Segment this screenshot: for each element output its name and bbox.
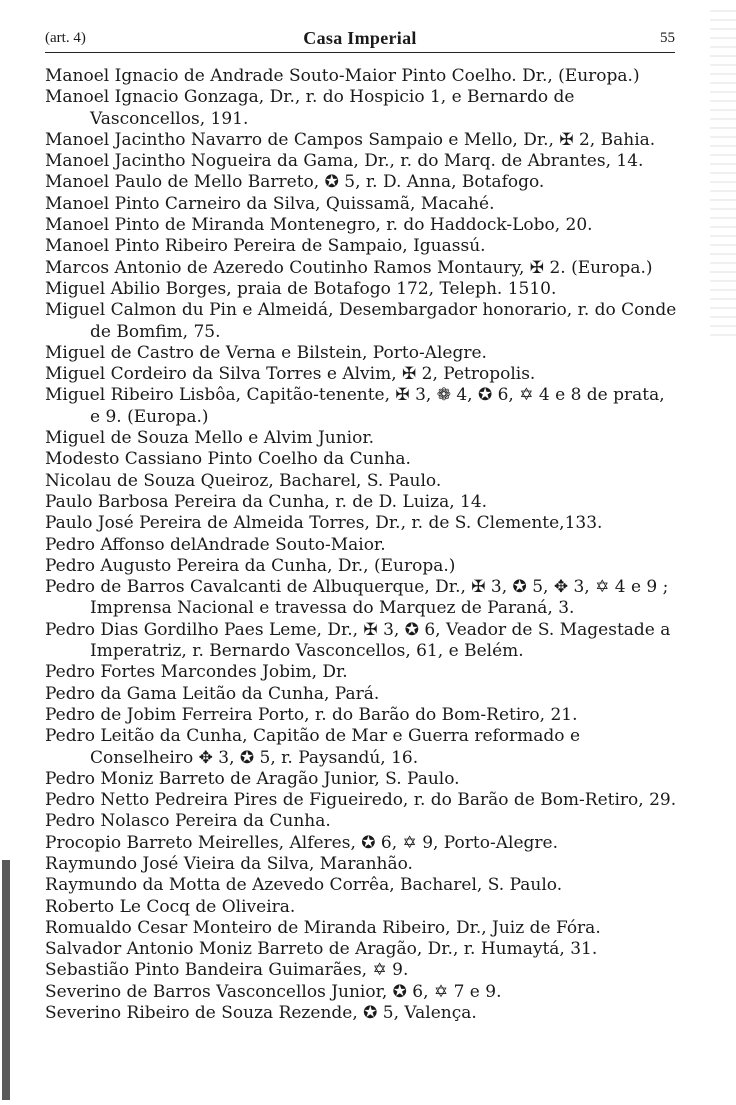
page-header: [45, 26, 675, 53]
directory-entry: Miguel Calmon du Pin e Almeidá, Desembargador honorario, r. do Conde de Bomfim, 75.: [45, 300, 677, 342]
directory-entry: Raymundo da Motta de Azevedo Corrêa, Bacharel, S. Paulo.: [45, 875, 563, 896]
directory-entry: Miguel Cordeiro da Silva Torres e Alvim, ✠ 2, Petropolis.: [45, 364, 536, 385]
directory-entry: Pedro de Jobim Ferreira Porto, r. do Barão do Bom-Retiro, 21.: [45, 704, 578, 725]
directory-entry: Pedro Nolasco Pereira da Cunha.: [45, 811, 331, 832]
directory-entry: Miguel de Castro de Verna e Bilstein, Porto-Alegre.: [45, 342, 487, 363]
article-reference: (art. 4): [45, 30, 86, 46]
directory-entry: Paulo José Pereira de Almeida Torres, Dr., r. de S. Clemente,133.: [45, 513, 603, 534]
directory-entry: Manoel Pinto de Miranda Montenegro, r. do Haddock-Lobo, 20.: [45, 215, 593, 236]
directory-entry: Salvador Antonio Moniz Barreto de Aragão, Dr., r. Humaytá, 31.: [45, 939, 598, 960]
directory-entry: Manoel Ignacio de Andrade Souto-Maior Pinto Coelho. Dr., (Europa.): [45, 66, 640, 86]
directory-entry: Pedro Fortes Marcondes Jobim, Dr.: [45, 662, 348, 683]
directory-entry: Marcos Antonio de Azeredo Coutinho Ramos Montaury, ✠ 2. (Europa.): [45, 257, 653, 278]
directory-entry: Severino de Barros Vasconcellos Junior, ✪ 6, ✡ 7 e 9.: [45, 981, 502, 1002]
directory-entry: Paulo Barbosa Pereira da Cunha, r. de D. Luiza, 14.: [45, 491, 488, 512]
directory-entry: Pedro Affonso delAndrade Souto-Maior.: [45, 534, 386, 555]
directory-entry: Manoel Pinto Carneiro da Silva, Quissamã, Macahé.: [45, 193, 495, 214]
directory-entry: Pedro Augusto Pereira da Cunha, Dr., (Europa.): [45, 555, 456, 576]
binding-edge-mark: [2, 860, 10, 1100]
directory-entry: Manoel Ignacio Gonzaga, Dr., r. do Hospicio 1, e Bernardo de Vasconcellos, 191.: [45, 87, 575, 129]
directory-entry: Miguel Abilio Borges, praia de Botafogo 172, Teleph. 1510.: [45, 278, 557, 299]
directory-entry: Severino Ribeiro de Souza Rezende, ✪ 5, Valença.: [45, 1003, 477, 1024]
directory-entry: Pedro de Barros Cavalcanti de Albuquerque, Dr., ✠ 3, ✪ 5, ✥ 3, ✡ 4 e 9 ; Imprensa Nacional e travessa do Marquez de Paraná, 3.: [45, 577, 669, 619]
directory-entry: Pedro Netto Pedreira Pires de Figueiredo, r. do Barão de Bom-Retiro, 29.: [45, 790, 677, 811]
page-number: 55: [660, 30, 675, 46]
directory-entry: Manoel Jacintho Navarro de Campos Sampaio e Mello, Dr., ✠ 2, Bahia.: [45, 129, 656, 150]
directory-entry: Procopio Barreto Meirelles, Alferes, ✪ 6, ✡ 9, Porto-Alegre.: [45, 832, 558, 853]
directory-entry: Sebastião Pinto Bandeira Guimarães, ✡ 9.: [45, 960, 409, 981]
directory-entry: Pedro Dias Gordilho Paes Leme, Dr., ✠ 3, ✪ 6, Veador de S. Magestade a Imperatriz, r. Bernardo Vasconcellos, 61, e Belém.: [45, 619, 671, 662]
directory-entry: Manoel Pinto Ribeiro Pereira de Sampaio, Iguassú.: [45, 236, 486, 257]
directory-entry: Romualdo Cesar Monteiro de Miranda Ribeiro, Dr., Juiz de Fóra.: [45, 917, 601, 938]
directory-entry: Roberto Le Cocq de Oliveira.: [45, 896, 296, 917]
directory-entry: Manoel Paulo de Mello Barreto, ✪ 5, r. D. Anna, Botafogo.: [45, 172, 545, 193]
directory-entry: Pedro da Gama Leitão da Cunha, Pará.: [45, 683, 380, 704]
directory-entry: Pedro Moniz Barreto de Aragão Junior, S. Paulo.: [45, 768, 460, 789]
directory-entry: Miguel de Souza Mello e Alvim Junior.: [45, 428, 375, 449]
page-title: Casa Imperial: [303, 28, 417, 48]
directory-entry: Manoel Jacintho Nogueira da Gama, Dr., r. do Marq. de Abrantes, 14.: [45, 151, 644, 172]
directory-list: [45, 66, 679, 1024]
directory-entry: Raymundo José Vieira da Silva, Maranhão.: [45, 853, 413, 874]
directory-entry: Pedro Leitão da Cunha, Capitão de Mar e Guerra reformado e Conselheiro ✥ 3, ✪ 5, r. Paysandú, 16.: [45, 726, 581, 768]
directory-entry: Miguel Ribeiro Lisbôa, Capitão-tenente, ✠ 3, ❁ 4, ✪ 6, ✡ 4 e 8 de prata, e 9. (Europa.): [45, 385, 665, 427]
page-edge-shading: [710, 10, 736, 340]
directory-entry: Modesto Cassiano Pinto Coelho da Cunha.: [45, 449, 411, 470]
directory-entry: Nicolau de Souza Queiroz, Bacharel, S. Paulo.: [45, 470, 442, 491]
